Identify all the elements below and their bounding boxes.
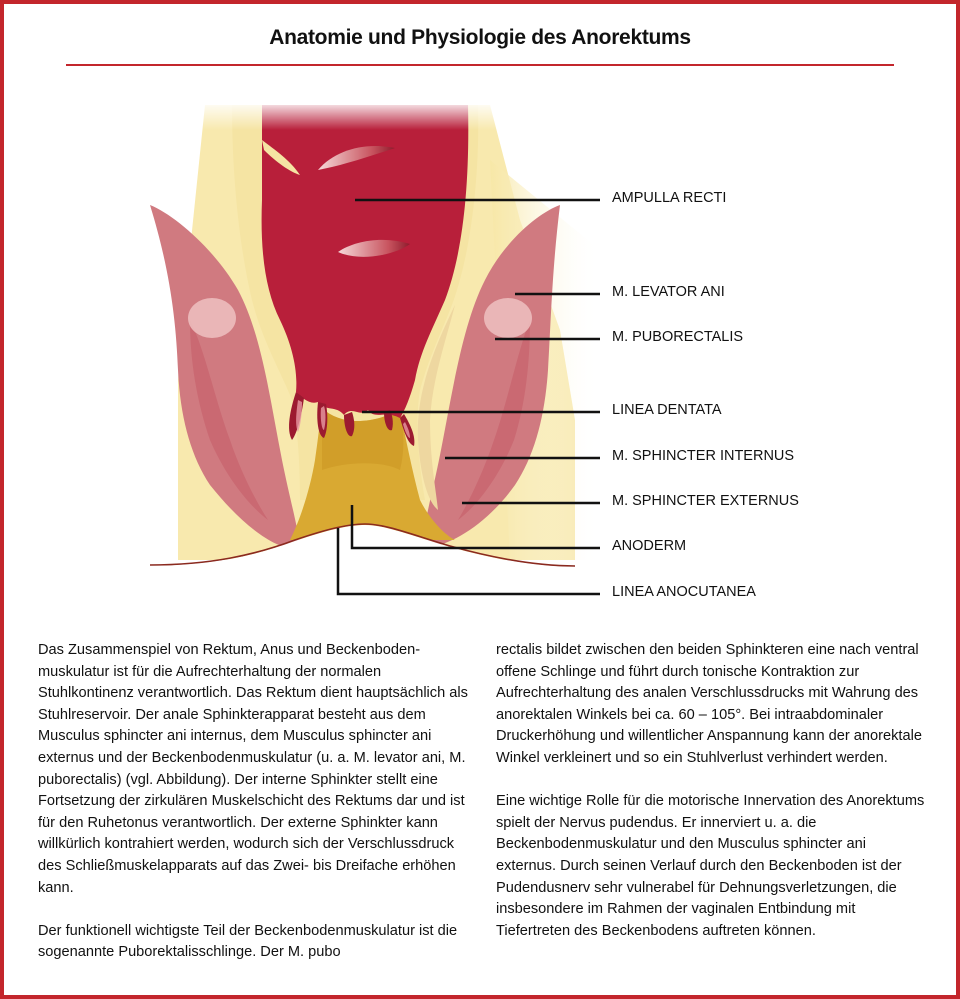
page-title: Anatomie und Physiologie des Anorektums [269,26,691,49]
paragraph-right-2: Eine wichtige Rolle für die motorische Innervation des Anorektums spielt der Nervus pudendus. Er innerviert u. a. die Beckenbodenmuskulatur und den Musculus sphincter ani externus. Durch seinen Verlauf durch den Beckenboden ist der Pudendusnerv sehr vulnerabel für Dehnungsverletzungen, die insbesondere im Rahmen der vaginalen Entbindung mit Tiefertreten des Beckenbodens auftreten können. [496,793,925,939]
text-column-right [496,640,928,964]
top-fade [140,100,610,130]
puborectalis-right [484,298,532,338]
label-linea-dentata: LINEA DENTATA [612,402,722,418]
label-sphincter-internus: M. SPHINCTER INTERNUS [612,448,795,464]
paragraph-right-1: rectalis bildet zwischen den beiden Sphinkteren eine nach ventral offene Schlinge und führt durch tonische Kontraktion zur Aufrechterhaltung des analen Verschlussdrucks mit Wahrung des anorektalen Winkels bei ca. 60 – 105°. Bei intraabdominaler Druckerhöhung und willentlicher Anspannung kann der anorektale Winkel verkleinert und so ein Stuhlverlust verhindert werden. [496,642,922,766]
puborectalis-left [188,298,236,338]
label-ampulla-recti: AMPULLA RECTI [612,190,727,206]
paragraph-left-2: Der funktionell wichtigste Teil der Beckenbodenmuskulatur ist die sogenannte Puborektalisschlinge. Der M. pubo [38,922,458,961]
label-anoderm: ANODERM [612,538,687,554]
label-sphincter-externus: M. SPHINCTER EXTERNUS [612,493,799,509]
label-linea-anocutanea: LINEA ANOCUTANEA [612,584,756,600]
text-column-left [38,640,468,986]
label-puborectalis: M. PUBORECTALIS [612,329,744,345]
label-levator-ani: M. LEVATOR ANI [612,284,725,300]
paragraph-left-1: Das Zusammenspiel von Rektum, Anus und Beckenbodenmuskulatur ist für die Aufrechterhaltung der normalen Stuhlkontinenz verantwortlich. Das Rektum dient hauptsächlich als Stuhlreservoir. Der anale Sphinkterapparat besteht aus dem Musculus sphincter ani internus, dem Musculus sphincter ani externus und der Beckenbodenmuskulatur (u. a. M. levator ani, M. puborectalis) (vgl. Abbildung). Der interne Sphinkter stellt eine Fortsetzung der zirkulären Muskelschicht des Rektums dar und ist für den Ruhetonus verantwortlich. Der externe Sphinkter kann willkürlich kontrahiert werden, wodurch sich der Verschlussdruck des Schließmuskelapparats auf das Zwei- bis Dreifache erhöhen kann. [38,642,468,896]
